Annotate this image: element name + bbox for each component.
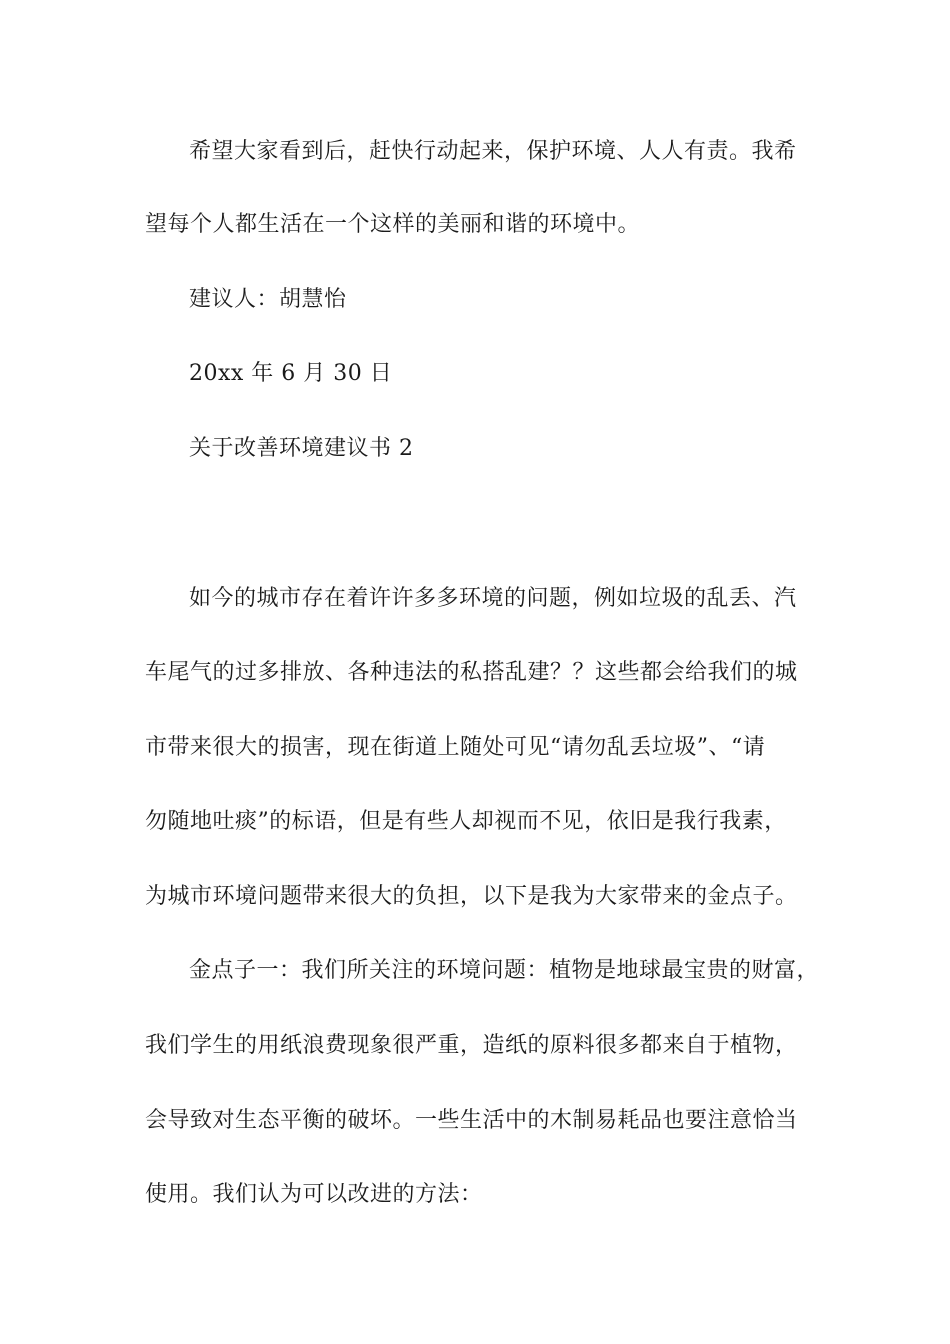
paragraph-line: 车尾气的过多排放、各种违法的私搭乱建？？这些都会给我们的城: [145, 660, 798, 685]
paragraph-line: 希望大家看到后，赶快行动起来，保护环境、人人有责。我希: [189, 139, 797, 164]
paragraph-line: 市带来很大的损害，现在街道上随处可见“请勿乱丢垃圾”、“请: [145, 735, 766, 760]
paragraph-line: 会导致对生态平衡的破坏。一些生活中的木制易耗品也要注意恰当: [145, 1108, 798, 1133]
paragraph-line: 为城市环境问题带来很大的负担，以下是我为大家带来的金点子。: [145, 884, 798, 909]
signature-line: 建议人：胡慧怡: [189, 287, 347, 312]
paragraph-line: 望每个人都生活在一个这样的美丽和谐的环境中。: [145, 212, 641, 237]
paragraph-line: 使用。我们认为可以改进的方法：: [145, 1182, 483, 1207]
date-line: 20xx 年 6 月 30 日: [189, 361, 393, 386]
section-title: 关于改善环境建议书 2: [189, 436, 414, 461]
paragraph-line: 金点子一：我们所关注的环境问题：植物是地球最宝贵的财富，: [189, 958, 820, 983]
paragraph-line: 我们学生的用纸浪费现象很严重，造纸的原料很多都来自于植物，: [145, 1033, 798, 1058]
paragraph-line: 如今的城市存在着许许多多环境的问题，例如垃圾的乱丢、汽: [189, 586, 797, 611]
paragraph-line: 勿随地吐痰”的标语，但是有些人却视而不见，依旧是我行我素，: [145, 809, 787, 834]
